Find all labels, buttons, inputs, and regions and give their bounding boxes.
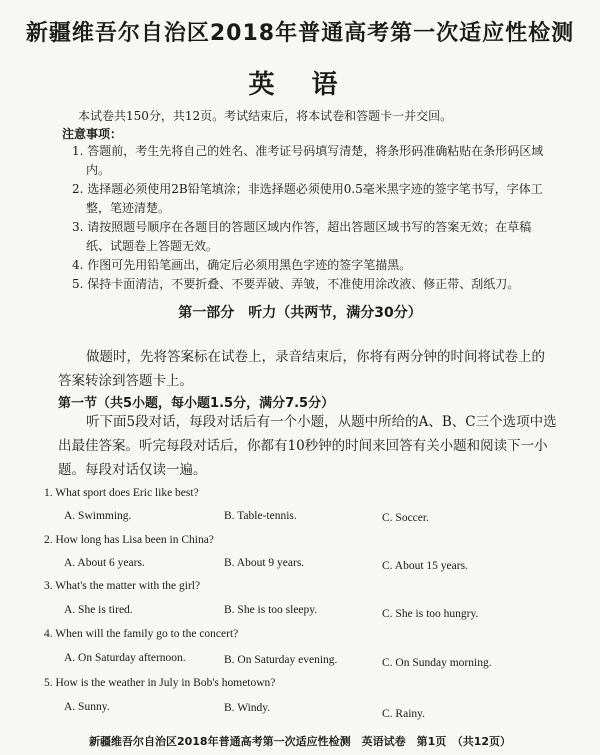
question-text: 5. How is the weather in July in Bob's hometown? [44, 677, 276, 689]
option-a: A. Sunny. [64, 701, 110, 713]
notes-list [72, 142, 552, 294]
question-text: 4. When will the family go to the concert? [44, 628, 239, 640]
option-c: C. She is too hungry. [382, 608, 479, 620]
part-instruction: 做题时，先将答案标在试卷上，录音结束后，你将有两分钟的时间将试卷上的答案转涂到答题卡上。 [58, 349, 545, 389]
question-text: 3. What's the matter with the girl? [44, 580, 201, 592]
subject-title: 英 语 [248, 70, 352, 100]
note-item: 4. 作图可先用铅笔画出，确定后必须用黑色字迹的签字笔描黑。 [72, 258, 412, 272]
option-b: B. She is too sleepy. [224, 604, 318, 616]
option-b: B. Windy. [224, 702, 271, 714]
section-instruction: 听下面5段对话，每段对话后有一个小题，从题中所给的A、B、C三个选项中选出最佳答案。听完每段对话后，你都有10秒钟的时间来回答有关小题和阅读下一小题。每段对话仅读一遍。 [58, 414, 557, 478]
part-heading: 第一部分 听力（共两节，满分30分） [178, 305, 422, 321]
note-item: 2. 选择题必须使用2B铅笔填涂；非选择题必须使用0.5毫米黑字迹的签字笔书写，字体工整，笔迹清楚。 [72, 182, 543, 215]
option-c: C. On Sunday morning. [382, 657, 492, 669]
notes-heading: 注意事项： [62, 127, 123, 141]
question-text: 2. How long has Lisa been in China? [44, 534, 214, 546]
option-c: C. Soccer. [382, 512, 429, 524]
option-a: A. She is tired. [64, 604, 133, 616]
intro-text: 本试卷共150分，共12页。考试结束后，将本试卷和答题卡一并交回。 [78, 109, 453, 123]
note-item: 5. 保持卡面清洁，不要折叠、不要弄破、弄皱，不准使用涂改液、修正带、刮纸刀。 [72, 277, 520, 291]
question-text: 1. What sport does Eric like best? [44, 487, 199, 499]
option-b: B. Table-tennis. [224, 510, 297, 522]
option-a: A. About 6 years. [64, 557, 145, 569]
section-heading: 第一节（共5小题，每小题1.5分，满分7.5分） [58, 396, 335, 411]
exam-title: 新疆维吾尔自治区2018年普通高考第一次适应性检测 [25, 21, 575, 46]
option-a: A. On Saturday afternoon. [64, 652, 186, 664]
option-a: A. Swimming. [64, 510, 132, 522]
option-b: B. On Saturday evening. [224, 654, 338, 666]
option-c: C. About 15 years. [382, 560, 468, 572]
note-item: 3. 请按照题号顺序在各题目的答题区域内作答，超出答题区域书写的答案无效；在草稿纸、试题卷上答题无效。 [72, 220, 532, 253]
page-footer: 新疆维吾尔自治区2018年普通高考第一次适应性检测 英语试卷 第1页 （共12页） [88, 735, 512, 748]
option-b: B. About 9 years. [224, 557, 305, 569]
note-item: 1. 答题前，考生先将自己的姓名、准考证号码填写清楚，将条形码准确粘贴在条形码区域内。 [72, 144, 544, 177]
option-c: C. Rainy. [382, 708, 426, 720]
